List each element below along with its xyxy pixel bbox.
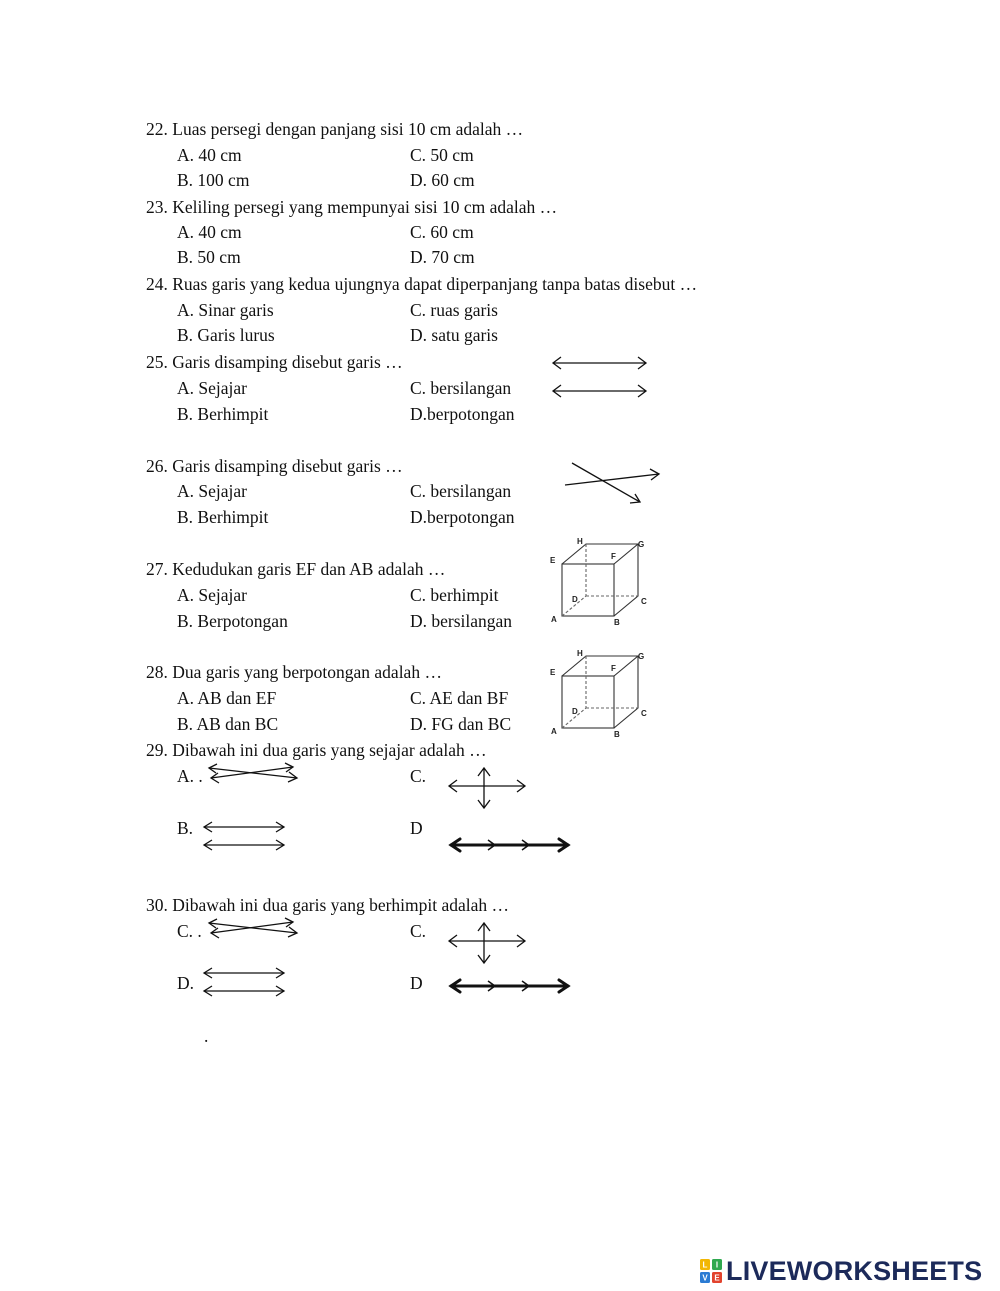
liveworksheets-wordmark: LIVEWORKSHEETS: [726, 1255, 983, 1286]
q27-option-d[interactable]: D. bersilangan: [410, 611, 513, 631]
cube-label-g: G: [638, 652, 645, 661]
cube-label-e: E: [550, 556, 556, 565]
q28-option-c[interactable]: C. AE dan BF: [410, 688, 509, 708]
cube-label-d: D: [572, 707, 578, 716]
cube-label-e: E: [550, 668, 556, 677]
cube-label-c: C: [641, 709, 647, 718]
q28-option-d[interactable]: D. FG dan BC: [410, 714, 512, 734]
q28-option-b[interactable]: B. AB dan BC: [177, 714, 279, 734]
q22-option-d[interactable]: D. 60 cm: [410, 170, 475, 190]
liveworksheets-logo: [700, 1255, 982, 1287]
q28-option-a[interactable]: A. AB dan EF: [177, 688, 277, 708]
q30-option-d-figure: [446, 975, 574, 997]
cube-label-b: B: [614, 618, 620, 627]
q29-option-c-figure: [446, 766, 528, 810]
q26-option-c[interactable]: C. bersilangan: [410, 481, 512, 501]
q23-option-c[interactable]: C. 60 cm: [410, 222, 474, 242]
q25-option-d[interactable]: D.berpotongan: [410, 404, 515, 424]
q27-option-a[interactable]: A. Sejajar: [177, 585, 247, 605]
cube-label-a: A: [551, 615, 557, 624]
q29-option-b[interactable]: B.: [177, 818, 194, 838]
logo-icon-letter-i: I: [715, 1260, 719, 1270]
q23-option-d[interactable]: D. 70 cm: [410, 247, 475, 267]
q22-option-b[interactable]: B. 100 cm: [177, 170, 250, 190]
cube-figure-q27: [548, 536, 653, 626]
logo-icon-letter-v: V: [702, 1273, 708, 1283]
q24-stem: 24. Ruas garis yang kedua ujungnya dapat diperpanjang tanpa batas disebut …: [146, 274, 698, 294]
q29-option-d[interactable]: D: [410, 818, 423, 838]
q29-stem: 29. Dibawah ini dua garis yang sejajar adalah …: [146, 740, 487, 760]
q24-option-a[interactable]: A. Sinar garis: [177, 300, 274, 320]
q23-option-a[interactable]: A. 40 cm: [177, 222, 242, 242]
q22-stem: 22. Luas persegi dengan panjang sisi 10 cm adalah …: [146, 119, 524, 139]
q25-option-a[interactable]: A. Sejajar: [177, 378, 247, 398]
q25-option-c[interactable]: C. bersilangan: [410, 378, 512, 398]
q23-option-b[interactable]: B. 50 cm: [177, 247, 241, 267]
q30-stem: 30. Dibawah ini dua garis yang berhimpit adalah …: [146, 895, 510, 915]
q24-option-c[interactable]: C. ruas garis: [410, 300, 498, 320]
q26-option-a[interactable]: A. Sejajar: [177, 481, 247, 501]
q30-option-d[interactable]: D: [410, 973, 423, 993]
q25-stem: 25. Garis disamping disebut garis …: [146, 352, 403, 372]
logo-icon-letter-e: E: [714, 1273, 720, 1283]
q30-option-b[interactable]: D.: [177, 973, 195, 993]
q24-option-b[interactable]: B. Garis lurus: [177, 325, 275, 345]
q22-option-c[interactable]: C. 50 cm: [410, 145, 474, 165]
q30-option-c-figure: [446, 921, 528, 965]
q26-option-d[interactable]: D.berpotongan: [410, 507, 515, 527]
q27-option-b[interactable]: B. Berpotongan: [177, 611, 288, 631]
cube-label-a: A: [551, 727, 557, 736]
q30-option-c[interactable]: C.: [410, 921, 427, 941]
liveworksheets-logo-icon: [700, 1259, 722, 1283]
q22-option-a[interactable]: A. 40 cm: [177, 145, 242, 165]
q28-stem: 28. Dua garis yang berpotongan adalah …: [146, 662, 442, 682]
logo-icon-letter-l: L: [702, 1260, 708, 1270]
cube-label-f: F: [611, 664, 616, 673]
q27-stem: 27. Kedudukan garis EF dan AB adalah …: [146, 559, 446, 579]
parallel-lines-figure: [550, 353, 650, 401]
q29-option-d-figure: [446, 834, 574, 856]
q29-option-a-figure: [205, 762, 305, 786]
cube-label-b: B: [614, 730, 620, 739]
q23-stem: 23. Keliling persegi yang mempunyai sisi 10 cm adalah …: [146, 197, 558, 217]
cube-label-f: F: [611, 552, 616, 561]
intersecting-lines-figure: [562, 458, 662, 506]
cube-label-h: H: [577, 649, 583, 658]
cube-label-d: D: [572, 595, 578, 604]
q30-option-a-figure: [205, 917, 305, 941]
q24-option-d[interactable]: D. satu garis: [410, 325, 498, 345]
q29-option-b-figure: [200, 818, 288, 854]
q29-option-a[interactable]: A. .: [177, 766, 203, 786]
q30-option-a[interactable]: C. .: [177, 921, 202, 941]
q26-option-b[interactable]: B. Berhimpit: [177, 507, 269, 527]
cube-label-c: C: [641, 597, 647, 606]
trailing-dot: .: [204, 1026, 209, 1046]
cube-label-g: G: [638, 540, 645, 549]
q29-option-c[interactable]: C.: [410, 766, 427, 786]
q27-option-c[interactable]: C. berhimpit: [410, 585, 499, 605]
q26-stem: 26. Garis disamping disebut garis …: [146, 456, 403, 476]
q25-option-b[interactable]: B. Berhimpit: [177, 404, 269, 424]
cube-label-h: H: [577, 537, 583, 546]
q30-option-b-figure: [200, 964, 288, 1000]
cube-figure-q28: [548, 648, 653, 738]
